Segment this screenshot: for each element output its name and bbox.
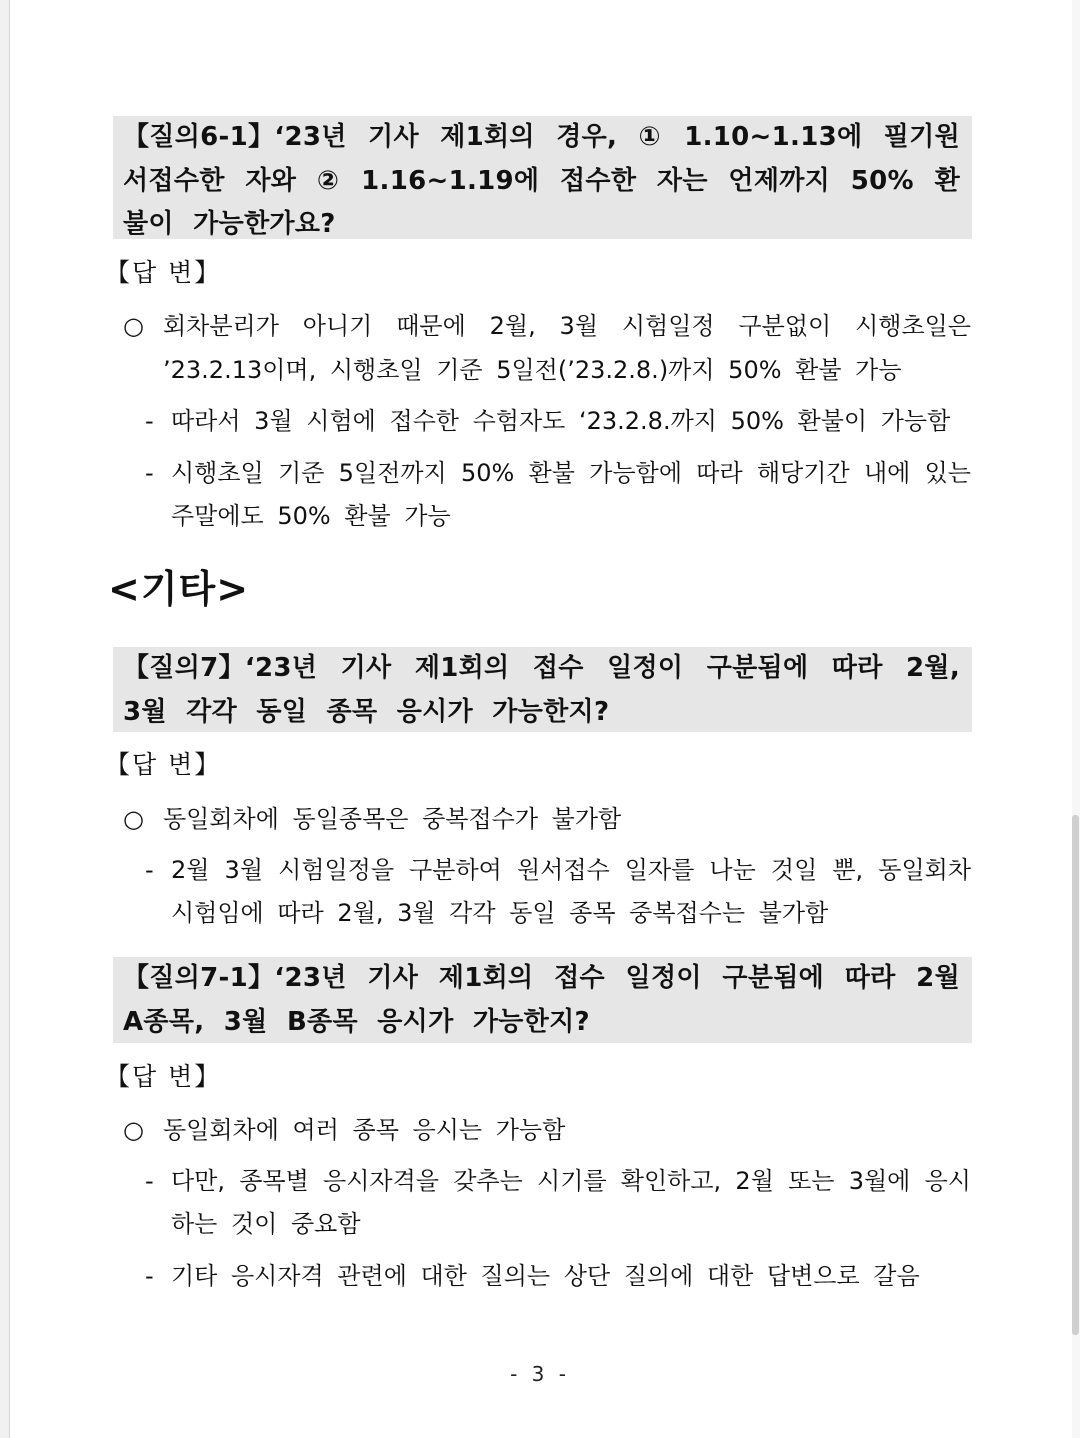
answer-dash-item — [145, 849, 971, 935]
answer-label: 【답 변】 — [105, 750, 222, 779]
answer-bullet-text: 회차분리가 아니기 때문에 2월, 3월 시험일정 구분없이 시행초일은 ’23.2.13이며, 시행초일 기준 5일전(’23.2.8.)까지 50% 환불 가능 — [163, 312, 971, 384]
answer-dash-item — [145, 1160, 971, 1246]
circle-bullet-icon: ○ — [123, 312, 144, 340]
page-number: - 3 - — [510, 1362, 570, 1386]
circle-bullet-icon: ○ — [123, 1116, 144, 1144]
answer-dash-text: 따라서 3월 시험에 접수한 수험자도 ‘23.2.8.까지 50% 환불이 가능함 — [171, 407, 951, 435]
dash-bullet: - — [145, 1262, 154, 1290]
dash-bullet: - — [145, 407, 154, 435]
question-text: ‘23년 기사 제1회의 경우, ① 1.10∼1.13에 필기원서접수한 자와 ② 1.16∼1.19에 접수한 자는 언제까지 50% 환불이 가능한가요? — [123, 122, 960, 239]
answer-bullet-text: 동일회차에 동일종목은 중복접수가 불가함 — [163, 805, 622, 833]
answer-bullet-text: 동일회차에 여러 종목 응시는 가능함 — [163, 1116, 566, 1144]
circle-bullet-icon: ○ — [123, 805, 144, 833]
answer-bullet — [123, 797, 971, 841]
answer-dash-text: 기타 응시자격 관련에 대한 질의는 상단 질의에 대한 답변으로 갈음 — [171, 1262, 920, 1290]
question-box-7 — [113, 647, 972, 732]
answer-label: 【답 변】 — [105, 258, 222, 287]
question-text: ‘23년 기사 제1회의 접수 일정이 구분됨에 따라 2월, 3월 각각 동일 종목 응시가 가능한지? — [123, 653, 960, 727]
answer-dash-item — [145, 400, 971, 443]
scrollbar-track[interactable] — [1072, 0, 1080, 1438]
answer-dash-text: 2월 3월 시험일정을 구분하여 원서접수 일자를 나눈 것일 뿐, 동일회차 시험임에 따라 2월, 3월 각각 동일 종목 중복접수는 불가함 — [171, 856, 971, 927]
question-label: 【질의7】 — [123, 653, 245, 683]
question-box-7-1 — [113, 957, 972, 1043]
answer-bullet — [123, 1108, 971, 1152]
question-box-6-1 — [113, 116, 972, 239]
answer-label: 【답 변】 — [105, 1062, 222, 1091]
answer-dash-item — [145, 1255, 971, 1298]
question-text: ‘23년 기사 제1회의 접수 일정이 구분됨에 따라 2월 A종목, 3월 B종목 응시가 가능한지? — [123, 963, 960, 1037]
page-left-border — [0, 0, 10, 1438]
question-label: 【질의6-1】 — [123, 122, 275, 152]
answer-dash-text: 다만, 종목별 응시자격을 갖추는 시기를 확인하고, 2월 또는 3월에 응시 하는 것이 중요함 — [171, 1167, 971, 1238]
answer-dash-item — [145, 452, 971, 538]
dash-bullet: - — [145, 856, 154, 884]
answer-dash-text: 시행초일 기준 5일전까지 50% 환불 가능함에 따라 해당기간 내에 있는 주말에도 50% 환불 가능 — [171, 459, 971, 530]
dash-bullet: - — [145, 1167, 154, 1195]
question-label: 【질의7-1】 — [123, 963, 275, 993]
section-title: <기타> — [108, 567, 250, 611]
dash-bullet: - — [145, 459, 154, 487]
answer-bullet — [123, 304, 971, 392]
scrollbar-thumb[interactable] — [1072, 815, 1079, 1335]
